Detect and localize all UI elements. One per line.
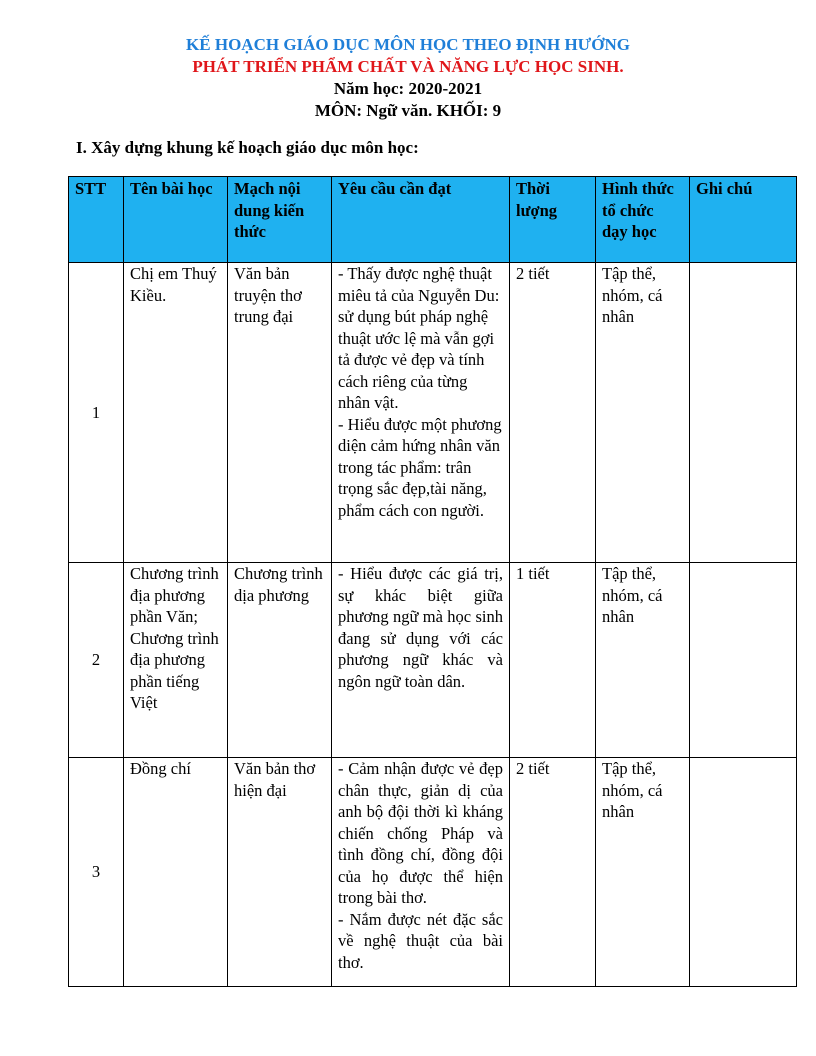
column-header-form: Hình thức tổ chức dạy học — [596, 177, 690, 263]
requirement-item: - Hiểu được một phương diện cảm hứng nhân văn trong tác phẩm: trân trọng sắc đẹp,tài năng, phẩm cách con người. — [338, 414, 502, 520]
requirement-item: - Nắm được nét đặc sắc về nghệ thuật của bài thơ. — [338, 909, 503, 972]
row-note — [690, 758, 797, 987]
title-line-1: KẾ HOẠCH GIÁO DỤC MÔN HỌC THEO ĐỊNH HƯỚNG — [186, 35, 630, 54]
table-row — [69, 758, 797, 987]
table-row — [69, 563, 797, 758]
row-duration: 2 tiết — [510, 263, 596, 563]
row-duration: 2 tiết — [510, 758, 596, 987]
row-form: Tập thể, nhóm, cá nhân — [596, 758, 690, 987]
row-duration: 1 tiết — [510, 563, 596, 758]
column-header-requirements: Yêu cầu cần đạt — [332, 177, 510, 263]
row-requirements — [332, 758, 510, 987]
requirement-item: - Cảm nhận được vẻ đẹp chân thực, giản dị của anh bộ đội thời kì kháng chiến chống Pháp và tình đồng chí, đồng đội của họ được thể hiện trong bài thơ. — [338, 759, 503, 907]
table-header-row — [69, 177, 797, 263]
row-lesson: Chị em Thuý Kiều. — [124, 263, 228, 563]
requirement-item: - Thấy được nghệ thuật miêu tả của Nguyễn Du: sử dụng bút pháp nghệ thuật ước lệ mà vẫn gợi tả được vẻ đẹp và tính cách riêng của từng nhân vật. — [338, 264, 500, 412]
title-line-2: PHÁT TRIỂN PHẨM CHẤT VÀ NĂNG LỰC HỌC SINH. — [192, 57, 624, 76]
row-stt: 2 — [69, 563, 124, 758]
column-header-duration: Thời lượng — [510, 177, 596, 263]
school-year: Năm học: 2020-2021 — [333, 79, 483, 98]
table-row — [69, 263, 797, 563]
requirement-item: - Hiểu được các giá trị, sự khác biệt giữa phương ngữ mà học sinh đang sử dụng với các phương ngữ khác và ngôn ngữ toàn dân. — [338, 564, 503, 691]
row-form: Tập thể, nhóm, cá nhân — [596, 563, 690, 758]
row-note — [690, 563, 797, 758]
column-header-stt: STT — [69, 177, 124, 263]
lesson-plan-table — [68, 176, 797, 987]
row-lesson: Đồng chí — [124, 758, 228, 987]
column-header-note: Ghi chú — [690, 177, 797, 263]
row-content: Chương trình dịa phương — [228, 563, 332, 758]
row-form: Tập thể, nhóm, cá nhân — [596, 263, 690, 563]
row-stt: 1 — [69, 263, 124, 563]
row-stt: 3 — [69, 758, 124, 987]
row-requirements — [332, 563, 510, 758]
subject-grade: MÔN: Ngữ văn. KHỐI: 9 — [314, 101, 502, 120]
column-header-lesson: Tên bài học — [124, 177, 228, 263]
column-header-content: Mạch nội dung kiến thức — [228, 177, 332, 263]
row-content: Văn bản thơ hiện đại — [228, 758, 332, 987]
row-lesson: Chương trình địa phương phần Văn; Chương trình địa phương phần tiếng Việt — [124, 563, 228, 758]
row-requirements — [332, 263, 510, 563]
row-note — [690, 263, 797, 563]
row-content: Văn bản truyện thơ trung đại — [228, 263, 332, 563]
document-title-block — [0, 34, 816, 122]
section-heading: I. Xây dựng khung kế hoạch giáo dục môn học: — [76, 138, 419, 157]
